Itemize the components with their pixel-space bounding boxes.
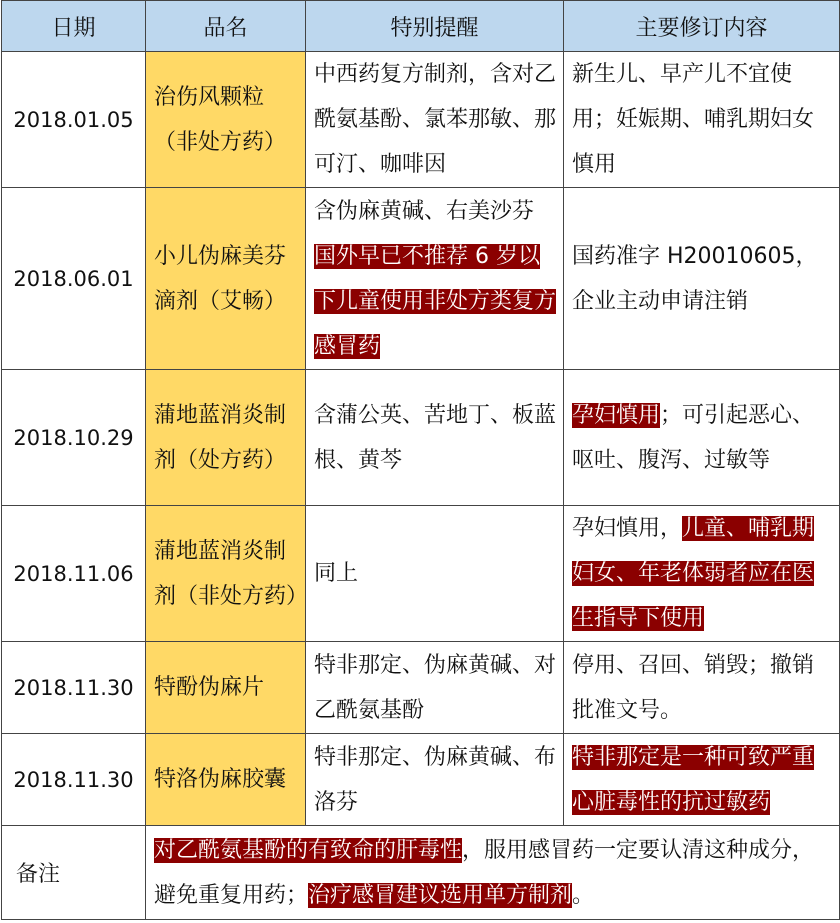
note-label: 备注 (2, 826, 146, 920)
table-row (2, 642, 840, 734)
tip-cell: 中西药复方制剂，含对乙酰氨基酚、氯苯那敏、那可汀、咖啡因 (306, 52, 564, 188)
content-cell: 国药准字 H20010605，企业主动申请注销 (564, 188, 840, 370)
tip-cell: 含蒲公英、苦地丁、板蓝根、黄芩 (306, 370, 564, 506)
tip-highlight: 国外早已不推荐 6 岁以下儿童使用非处方类复方感冒药 (314, 243, 557, 359)
tip-cell (306, 188, 564, 370)
tip-text: 含伪麻黄碱、右美沙芬 (314, 198, 535, 224)
content-text: ；可引起恶心、呕吐、腹泻、过敏等 (572, 402, 815, 473)
table-row (2, 734, 840, 826)
drug-name-cell: 蒲地蓝消炎制剂（非处方药） (146, 506, 306, 642)
date-cell: 2018.10.29 (2, 370, 146, 506)
date-cell: 2018.06.01 (2, 188, 146, 370)
note-row (2, 826, 840, 920)
tip-cell: 特非那定、伪麻黄碱、对乙酰氨基酚 (306, 642, 564, 734)
table-row (2, 370, 840, 506)
table-row (2, 188, 840, 370)
date-cell: 2018.11.30 (2, 734, 146, 826)
date-cell: 2018.01.05 (2, 52, 146, 188)
drug-name-cell: 蒲地蓝消炎制剂（处方药） (146, 370, 306, 506)
note-text-1: ，服用感冒药一定要认清这种成分，避免重复用药； (154, 837, 815, 908)
drug-revision-table (1, 0, 840, 920)
content-text: 孕妇慎用， (572, 516, 683, 541)
drug-name-cell: 治伤风颗粒（非处方药） (146, 52, 306, 188)
header-date: 日期 (2, 1, 146, 52)
date-cell: 2018.11.30 (2, 642, 146, 734)
tip-cell: 特非那定、伪麻黄碱、布洛芬 (306, 734, 564, 826)
note-highlight-2: 治疗感冒建议选用单方制剂 (308, 882, 573, 908)
note-highlight-1: 对乙酰氨基酚的有致命的肝毒性 (154, 837, 463, 863)
table-row (2, 506, 840, 642)
table-row (2, 52, 840, 188)
header-row (2, 1, 840, 52)
content-highlight: 儿童、哺乳期妇女、年老体弱者应在医生指导下使用 (572, 516, 815, 631)
header-tip: 特别提醒 (306, 1, 564, 52)
content-cell (564, 370, 840, 506)
note-text-2: 。 (572, 882, 595, 908)
drug-name-cell: 特洛伪麻胶囊 (146, 734, 306, 826)
date-cell: 2018.11.06 (2, 506, 146, 642)
tip-cell: 同上 (306, 506, 564, 642)
drug-name-cell: 小儿伪麻美芬滴剂（艾畅） (146, 188, 306, 370)
content-highlight: 孕妇慎用 (572, 402, 661, 428)
drug-name-cell: 特酚伪麻片 (146, 642, 306, 734)
header-content: 主要修订内容 (564, 1, 840, 52)
content-cell: 停用、召回、销毁；撤销批准文号。 (564, 642, 840, 734)
header-name: 品名 (146, 1, 306, 52)
content-cell: 新生儿、早产儿不宜使用；妊娠期、哺乳期妇女慎用 (564, 52, 840, 188)
content-cell (564, 734, 840, 826)
note-cell (146, 826, 840, 920)
content-highlight: 特非那定是一种可致严重心脏毒性的抗过敏药 (572, 744, 815, 815)
content-cell (564, 506, 840, 642)
